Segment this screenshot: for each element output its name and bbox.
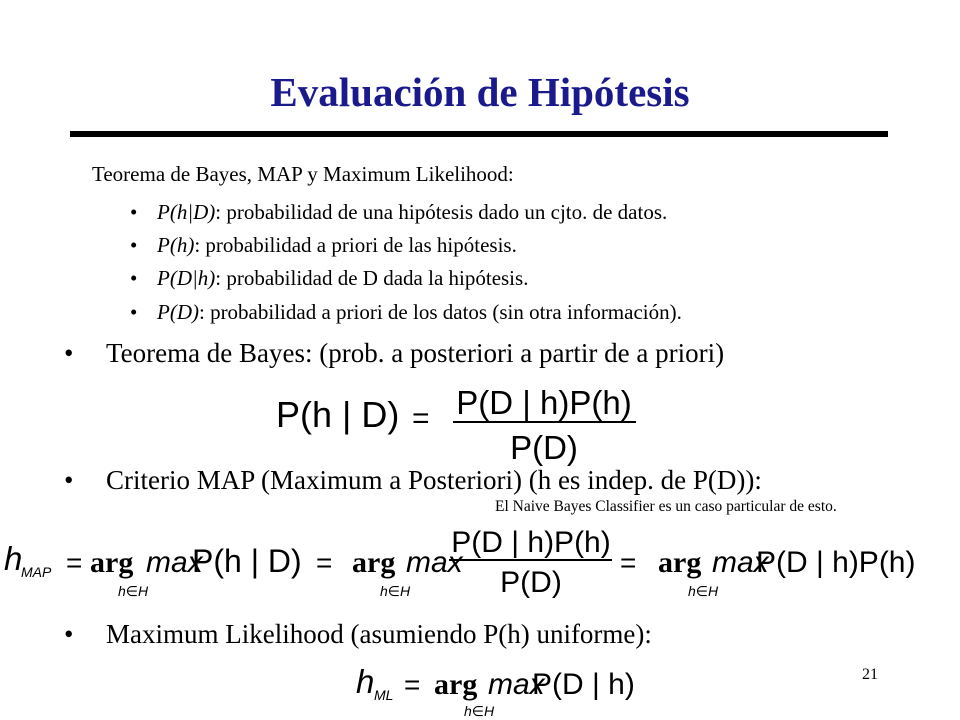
naive-bayes-note: El Naive Bayes Classifier es un caso particular de esto. <box>495 498 837 515</box>
bullet-bayes <box>64 338 724 369</box>
equals-sign: = <box>412 402 430 435</box>
bullet-icon: • <box>64 619 74 649</box>
definition-item <box>130 266 528 291</box>
page-number: 21 <box>862 666 878 683</box>
definition-term: P(h) <box>157 233 195 257</box>
argmax-under: h∈H <box>464 703 495 719</box>
argmax-arg: arg <box>434 668 478 701</box>
bullet-icon: • <box>130 300 138 324</box>
definition-text: : probabilidad de D dada la hipótesis. <box>215 266 529 290</box>
bayes-lhs: P(h | D) <box>276 394 400 435</box>
definition-text: : probabilidad a priori de los datos (sin otra información). <box>198 300 682 324</box>
map-term-3: P(D | h)P(h) <box>756 546 916 579</box>
argmax-arg: arg <box>352 546 396 579</box>
bullet-icon: • <box>130 200 138 224</box>
map-equation <box>0 520 960 605</box>
definition-term: P(h|D) <box>157 200 216 224</box>
equals-sign: = <box>66 547 83 578</box>
h-symbol: h <box>4 540 23 577</box>
argmax-max: max <box>146 546 203 579</box>
title-underline <box>70 131 888 137</box>
bullet-icon: • <box>130 233 138 257</box>
map-subscript: MAP <box>21 564 52 580</box>
bayes-denominator: P(D) <box>510 429 578 466</box>
h-symbol: h <box>356 663 375 700</box>
definition-item <box>130 300 682 325</box>
definition-term: P(D|h) <box>157 266 216 290</box>
argmax-under: h∈H <box>380 583 411 599</box>
ml-subscript: ML <box>374 687 394 703</box>
bayes-equation <box>0 380 960 470</box>
argmax-arg: arg <box>658 546 702 579</box>
ml-equation <box>0 650 960 720</box>
equals-sign: = <box>316 547 333 578</box>
bullet-map <box>64 465 762 496</box>
bayes-numerator: P(D | h)P(h) <box>456 384 632 421</box>
argmax-under: h∈H <box>688 583 719 599</box>
bullet-ml <box>64 619 652 650</box>
definition-term: P(D) <box>157 300 199 324</box>
slide-title: Evaluación de Hipótesis <box>270 69 690 115</box>
argmax-max: max <box>488 668 545 701</box>
argmax-max: max <box>406 546 463 579</box>
definition-text: : probabilidad de una hipótesis dado un cjto. de datos. <box>215 200 668 224</box>
bullet-text: Teorema de Bayes: (prob. a posteriori a partir de a priori) <box>106 338 725 368</box>
definition-text: : probabilidad a priori de las hipótesis. <box>194 233 517 257</box>
bullet-icon: • <box>64 465 74 495</box>
argmax-arg: arg <box>90 546 134 579</box>
intro-text: Teorema de Bayes, MAP y Maximum Likelihood: <box>92 162 514 186</box>
map-numerator: P(D | h)P(h) <box>451 526 611 559</box>
map-denominator: P(D) <box>500 566 562 599</box>
definition-item <box>130 233 517 258</box>
equals-sign: = <box>404 669 421 700</box>
bullet-icon: • <box>64 338 74 368</box>
map-term-1: P(h | D) <box>192 543 302 579</box>
argmax-max: max <box>712 546 769 579</box>
bullet-text: Maximum Likelihood (asumiendo P(h) uniforme): <box>106 619 652 649</box>
bullet-icon: • <box>130 266 138 290</box>
bullet-text: Criterio MAP (Maximum a Posteriori) (h es indep. de P(D)): <box>106 465 762 495</box>
equals-sign: = <box>620 547 637 578</box>
argmax-under: h∈H <box>118 583 149 599</box>
ml-term: P(D | h) <box>532 668 635 701</box>
definition-item <box>130 200 667 225</box>
